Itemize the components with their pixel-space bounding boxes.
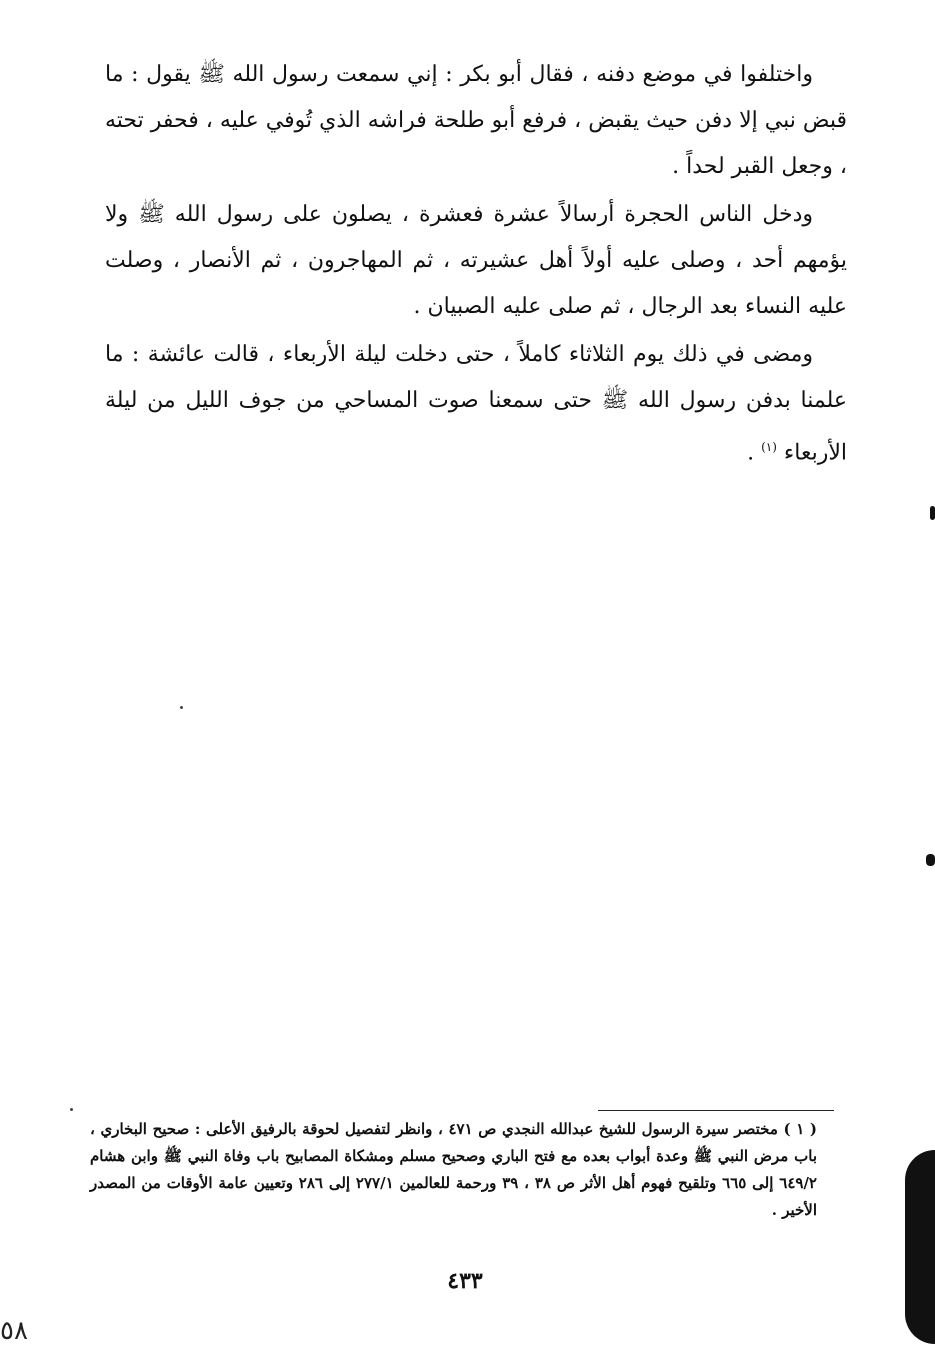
footnote-separator (598, 1110, 834, 1111)
scan-speck (70, 1108, 73, 1111)
paragraph-burial-place: واختلفوا في موضع دفنه ، فقال أبو بكر : إني سمعت رسول الله ﷺ يقول : ما قبض نبي إلا دفن حيث يقبض ، فرفع أبو طلحة فراشه الذي تُوفي عليه ، فحفر تحته ، وجعل القبر لحداً . (105, 62, 847, 179)
scan-edge-mark (930, 506, 935, 520)
main-text (105, 52, 847, 476)
scan-edge-mark (926, 854, 935, 866)
footnote: ( ١ ) مختصر سيرة الرسول للشيخ عبدالله النجدي ص ٤٧١ ، وانظر لتفصيل لحوقة بالرفيق الأعلى : صحيح البخاري ، باب مرض النبي ﷺ وعدة أبواب بعده مع فتح الباري وصحيح مسلم ومشكاة المصابيح باب وفاة النبي ﷺ وابن هشام ٦٤٩/٢ إلى ٦٦٥ وتلقيح فهوم أهل الأثر ص ٣٨ ، ٣٩ ورحمة للعالمين ٢٧٧/١ إلى ٢٨٦ وتعيين عامة الأوقات من المصدر الأخير . (90, 1120, 817, 1219)
handwritten-corner-mark: ٥٨ (0, 1316, 28, 1346)
page-number: ٤٣٣ (447, 1268, 483, 1294)
paragraph-end: . (747, 440, 762, 466)
paragraph-wednesday-night (105, 332, 847, 476)
scan-speck (180, 706, 183, 709)
paragraph-text: ومضى في ذلك يوم الثلاثاء كاملاً ، حتى دخلت ليلة الأربعاء ، قالت عائشة : ما علمنا بدفن رسول الله ﷺ حتى سمعنا صوت المساحي من جوف الليل من ليلة الأربعاء (105, 342, 847, 466)
paragraph-prayer: ودخل الناس الحجرة أرسالاً عشرة فعشرة ، يصلون على رسول الله ﷺ ولا يؤمهم أحد ، وصلى عليه أولاً أهل عشيرته ، ثم المهاجرون ، ثم الأنصار ، وصلت عليه النساء بعد الرجال ، ثم صلى عليه الصبيان . (105, 202, 847, 319)
footnote-reference: (١) (761, 440, 777, 454)
scan-edge-shadow (905, 1150, 935, 1344)
